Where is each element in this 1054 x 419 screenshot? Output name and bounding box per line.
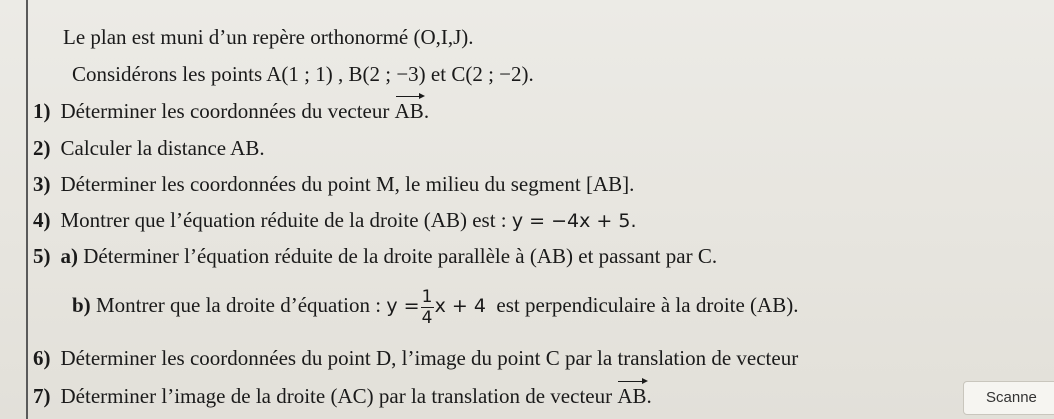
question-text: Montrer que l’équation réduite de la droite (AB) est : xyxy=(60,208,507,232)
question-end: . xyxy=(423,99,430,123)
question-3 xyxy=(33,172,634,196)
question-4 xyxy=(33,208,636,233)
question-5b xyxy=(72,285,798,327)
vector-ab: AB xyxy=(394,99,424,123)
question-number: 2) xyxy=(33,136,51,160)
question-number: 6) xyxy=(33,346,51,370)
equation-suffix: x + 4 xyxy=(434,295,486,317)
question-end: est perpendiculaire à la droite (AB). xyxy=(496,293,799,317)
sub-label: b) xyxy=(72,293,91,317)
question-text: Calculer la distance AB. xyxy=(60,136,265,160)
question-end: . xyxy=(646,384,652,408)
question-number: 5) xyxy=(33,244,51,268)
question-text: Déterminer l’image de la droite (AC) par la translation de vecteur xyxy=(60,384,613,408)
vector-ab: AB xyxy=(617,384,647,408)
question-text: Montrer que la droite d’équation : xyxy=(95,293,382,317)
fraction-numerator: 1 xyxy=(421,286,433,307)
question-number: 1) xyxy=(33,99,51,123)
question-5a xyxy=(33,244,717,268)
intro-text-1: Le plan est muni d’un repère orthonormé (O,I,J). xyxy=(63,25,474,49)
question-6 xyxy=(33,346,798,370)
intro-line-2 xyxy=(72,62,534,86)
question-7 xyxy=(33,384,652,408)
margin-rule xyxy=(26,0,28,419)
intro-text-2: Considérons les points A(1 ; 1) , B(2 ; −3) et C(2 ; −2). xyxy=(72,62,534,86)
fraction xyxy=(421,288,434,327)
question-number: 3) xyxy=(33,172,51,196)
fraction-denominator: 4 xyxy=(421,307,433,328)
watermark-text: Scanne xyxy=(986,389,1037,406)
question-number: 4) xyxy=(33,208,51,232)
question-text: Déterminer les coordonnées du point D, l’image du point C par la translation de vecteur xyxy=(60,346,799,370)
equation-prefix: y = xyxy=(386,295,420,317)
scanner-watermark xyxy=(963,381,1054,415)
question-text: Déterminer les coordonnées du vecteur xyxy=(60,99,390,123)
question-1 xyxy=(33,99,429,123)
question-number: 7) xyxy=(33,384,51,408)
sub-label: a) xyxy=(60,244,78,268)
question-text: Déterminer les coordonnées du point M, le milieu du segment [AB]. xyxy=(60,172,635,196)
question-2 xyxy=(33,136,265,160)
question-text: Déterminer l’équation réduite de la droite parallèle à (AB) et passant par C. xyxy=(83,244,718,268)
intro-line-1 xyxy=(63,25,474,49)
equation: y = −4x + 5. xyxy=(511,210,637,232)
